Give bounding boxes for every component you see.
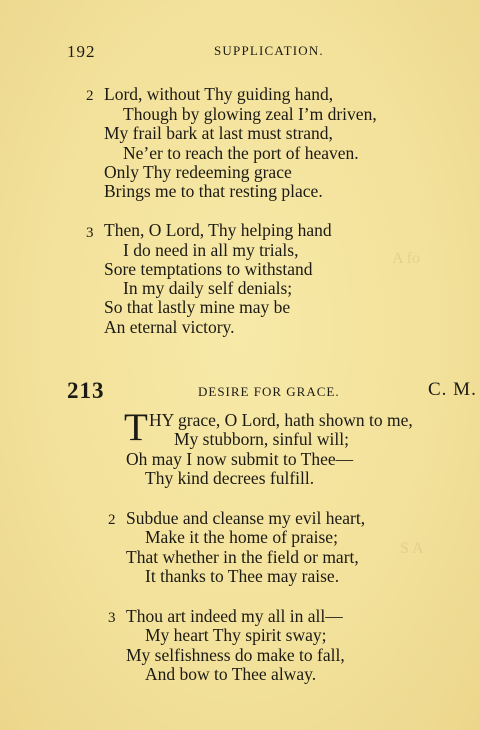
verse-line: Oh may I now submit to Thee— [126, 449, 354, 469]
hymn-meter: C. M. [428, 379, 477, 400]
verse-line: My stubborn, sinful will; [174, 429, 350, 449]
verse-line: HY grace, O Lord, hath shown to me, [149, 410, 413, 430]
show-through-text: A fo [392, 250, 420, 267]
verse-line: In my daily self denials; [123, 278, 293, 298]
running-head: SUPPLICATION. [214, 43, 324, 58]
page-number: 192 [67, 42, 96, 61]
verse-line: Though by glowing zeal I’m driven, [123, 104, 377, 124]
verse-line: It thanks to Thee may raise. [145, 566, 340, 586]
verse-line: Thou art indeed my all in all— [126, 606, 343, 626]
verse-number: 3 [108, 610, 116, 626]
verse-line: And bow to Thee alway. [145, 664, 317, 684]
verse-line: Sore temptations to withstand [104, 259, 313, 279]
verse-line: Subdue and cleanse my evil heart, [126, 508, 366, 528]
verse-line: Thy kind decrees fulfill. [145, 468, 315, 488]
verse-line: My selfishness do make to fall, [126, 645, 345, 665]
verse-number: 2 [108, 512, 116, 528]
verse-line: So that lastly mine may be [104, 297, 291, 317]
verse-number: 3 [86, 225, 94, 241]
verse-line: Ne’er to reach the port of heaven. [123, 143, 359, 163]
verse-line: I do need in all my trials, [123, 240, 299, 260]
verse-number: 2 [86, 88, 94, 104]
hymn-number: 213 [67, 378, 105, 403]
verse-line: Make it the home of praise; [145, 527, 338, 547]
hymn-title: DESIRE FOR GRACE. [198, 384, 340, 399]
verse-line: My frail bark at last must strand, [104, 123, 333, 143]
verse-line: Brings me to that resting place. [104, 181, 323, 201]
verse-line: That whether in the field or mart, [126, 547, 359, 567]
verse-line: My heart Thy spirit sway; [145, 625, 327, 645]
verse-line: An eternal victory. [104, 317, 235, 337]
show-through-text: S A [400, 540, 424, 557]
verse-line: Lord, without Thy guiding hand, [104, 84, 334, 104]
verse-line: Then, O Lord, Thy helping hand [104, 220, 332, 240]
drop-cap: T [124, 406, 148, 449]
verse-line: Only Thy redeeming grace [104, 162, 292, 182]
